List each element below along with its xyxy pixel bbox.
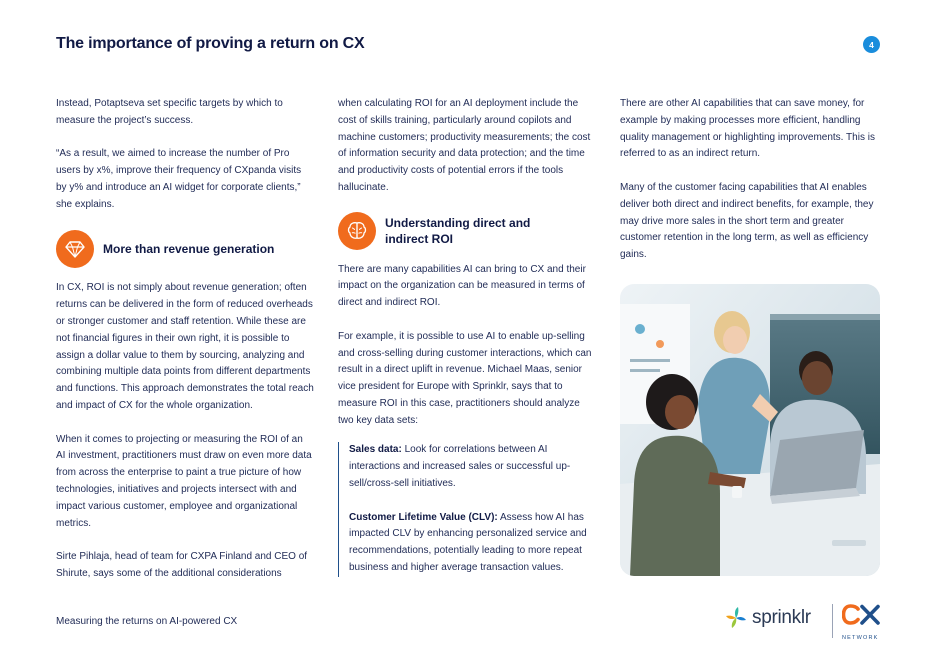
sales-data-label: Sales data: xyxy=(349,444,402,456)
sprinklr-wordmark: sprinklr xyxy=(752,607,811,628)
paragraph: Many of the customer facing capabilities that AI enables deliver both direct and indirect benefits, for example, they may drive more sales in the short term and greater customer retention in the long term, as well as efficiency gains. xyxy=(620,181,874,261)
paragraph: For example, it is possible to use AI to enable up-selling and cross-selling during customer interactions, which can result in a direct uplift in revenue. Michael Maas, senior vice president for Europe with Sprinklr, says that to measure ROI in this case, practitioners should analyze two key data sets: xyxy=(338,330,592,426)
page-title: The importance of proving a return on CX xyxy=(56,35,365,52)
office-team-photo xyxy=(620,284,880,576)
sales-data-item xyxy=(349,442,598,492)
section-heading-roi xyxy=(338,212,598,250)
section-title xyxy=(385,215,530,247)
sprinklr-mark-icon xyxy=(724,606,748,630)
paragraph: When it comes to projecting or measuring the ROI of an AI investment, practitioners must draw on even more data from across the enterprise to paint a true picture of how technologies, initiatives and projects intersect with and impact various customer, employee and organizational metrics. xyxy=(56,433,312,529)
column-1 xyxy=(56,96,314,583)
page-number-badge: 4 xyxy=(863,36,880,53)
paragraph: “As a result, we aimed to increase the number of Pro users by x%, improve their frequency of CXpanda visits by y% and introduce an AI widget for corporate clients,” she explains. xyxy=(56,148,302,210)
cx-network-logo xyxy=(842,604,882,641)
diamond-icon xyxy=(56,230,94,268)
paragraph: There are other AI capabilities that can save money, for example by making processes more efficient, handling quality management or highlighting improvements. This is referred to as an indirect return. xyxy=(620,98,875,160)
footer-text: Measuring the returns on AI-powered CX xyxy=(56,616,238,627)
paragraph: In CX, ROI is not simply about revenue generation; often returns can be delivered in the form of reduced overheads or stronger customer and staff retention. While these are not financial figures in their own right, it is possible to assign a dollar value to them by sourcing, analyzing and combining multiple data points from different departments and functions. This approach demonstrates the total reach and impact of CX for the whole organization. xyxy=(56,282,314,411)
column-2 xyxy=(338,96,598,577)
section-title-line1: Understanding direct and xyxy=(385,215,531,230)
clv-text: Assess how AI has impacted CLV by enhancing personalized service and recommendations, potentially leading to more repeat business and higher average transaction values. xyxy=(349,511,587,573)
sales-data-text: Look for correlations between AI interactions and increased sales or successful up-sell/cross-sell initiatives. xyxy=(349,444,571,489)
paragraph: Instead, Potaptseva set specific targets by which to measure the project’s success. xyxy=(56,98,283,126)
clv-label: Customer Lifetime Value (CLV): xyxy=(349,511,498,523)
clv-item xyxy=(349,510,598,577)
paragraph: There are many capabilities AI can bring to CX and their impact on the organization can be measured in terms of direct and indirect ROI. xyxy=(338,263,586,309)
section-title-line2: indirect ROI xyxy=(385,231,454,246)
section-title: More than revenue generation xyxy=(103,242,275,257)
column-3 xyxy=(620,96,882,264)
key-data-sets-list xyxy=(338,442,598,576)
sprinklr-logo xyxy=(724,606,811,630)
cx-network-label: NETWORK xyxy=(842,635,879,641)
logo-divider xyxy=(832,604,833,638)
brain-icon xyxy=(338,212,376,250)
section-heading-revenue xyxy=(56,230,314,268)
paragraph: when calculating ROI for an AI deployment include the cost of skills training, particularly around copilots and machine customers; productivity measurements; the cost of information security and data protection; and the time and productivity costs of potential errors if the tools hallucinate. xyxy=(338,98,591,193)
paragraph: Sirte Pihlaja, head of team for CXPA Finland and CEO of Shirute, says some of the additional considerations xyxy=(56,551,308,579)
